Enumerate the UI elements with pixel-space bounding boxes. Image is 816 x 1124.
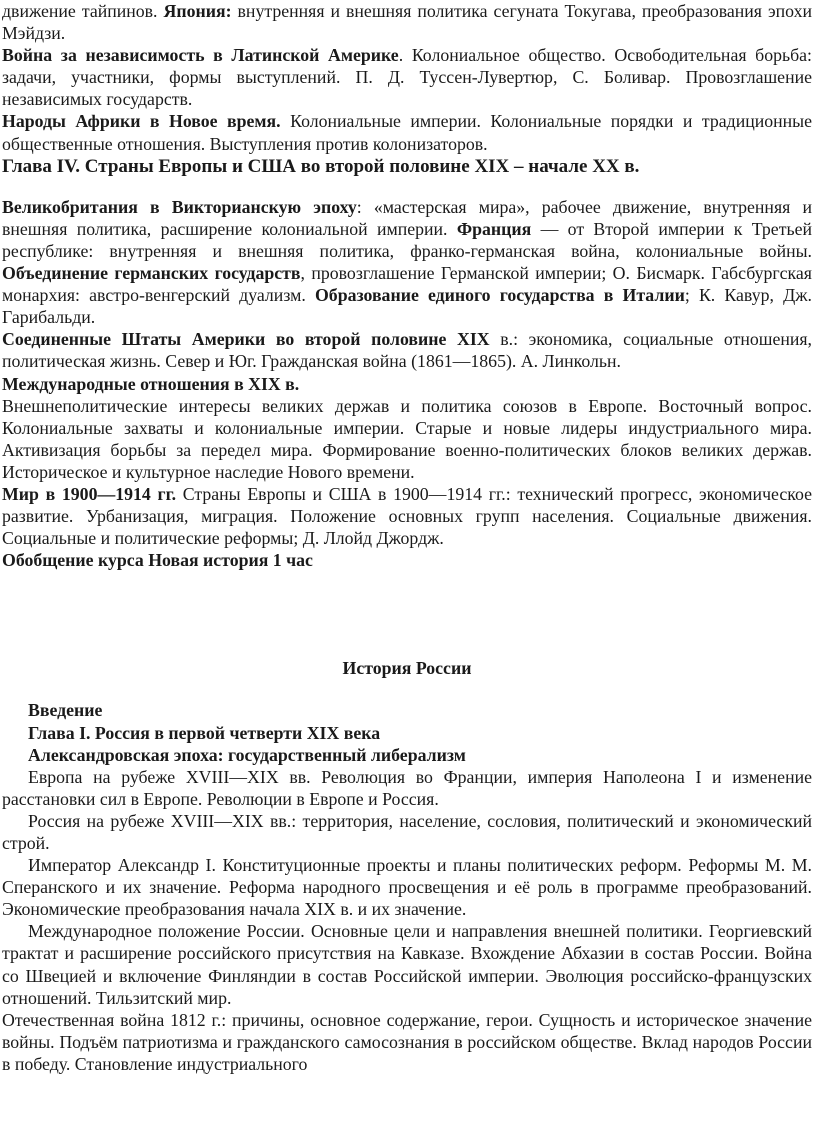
- spacer: [2, 571, 812, 657]
- paragraph: Международное положение России. Основные цели и направления внешней политики. Георгиевский трактат и расширение российского присутствия на Кавказе. Вхождение Абхазии в состав России. Война со Швецией и включение Финляндии в состав Российской империи. Эволюция российско-французских отношений. Тильзитский мир.: [2, 921, 812, 1008]
- paragraph-japan: [2, 0, 812, 44]
- bold-term: Франция: [456, 218, 532, 239]
- text: движение тайпинов.: [2, 1, 164, 21]
- bold-term: Япония:: [163, 1, 232, 21]
- section-title: История России: [342, 658, 472, 679]
- summary-line: [2, 549, 812, 571]
- bold-term: Объединение германских государств: [2, 263, 301, 284]
- paragraph: Отечественная война 1812 г.: причины, основное содержание, герои. Сущность и историческое значение войны. Подъём патриотизма и гражданского самосознания в российском обществе. Вклад народов России в победу. Становление индустриального: [2, 1009, 812, 1074]
- bold-term: Война за независимость в Латинской Америке: [2, 45, 399, 66]
- paragraph-europe: [2, 196, 812, 329]
- text: внутренняя и внешняя политика сегуната Токугава, преобразования эпохи Мэйдзи.: [2, 1, 812, 44]
- subsection-heading: Александровская эпоха: государственный либерализм: [28, 744, 466, 765]
- text: Колониальные империи. Колониальные порядки и традиционные общественные отношения. Выступления против колонизаторов.: [2, 111, 812, 154]
- bold-term: Мир в 1900—1914 гг.: [2, 483, 177, 504]
- text: , провозглашение Германской империи; О. Бисмарк. Габсбургская монархия: австро-венгерский дуализм.: [2, 263, 812, 306]
- paragraph-usa: [2, 328, 812, 372]
- bold-term: Обобщение курса Новая история 1 час: [2, 550, 313, 571]
- bold-term: Международные отношения в XIX в.: [2, 373, 300, 394]
- bold-term: Великобритания в Викторианскую эпоху: [2, 196, 357, 217]
- chapter-heading: Глава I. Россия в первой четверти XIX века: [28, 722, 381, 743]
- text: : «мастерская мира», рабочее движение, внутренняя и внешняя политика, расширение колониальной империи.: [2, 196, 812, 239]
- bold-term: Народы Африки в Новое время.: [2, 111, 281, 132]
- chapter-heading: Глава IV. Страны Европы и США во второй половине XIX – начале XX в.: [2, 155, 640, 177]
- paragraph-international: Внешнеполитические интересы великих держав и политика союзов в Европе. Восточный вопрос. Колониальные захваты и колониальные империи. Старые и новые лидеры индустриального мира. Активизация борьбы за передел мира. Формирование военно-политических блоков великих держав. Историческое и культурное наследие Нового времени.: [2, 395, 812, 482]
- spacer: [2, 679, 812, 699]
- paragraph-africa: [2, 110, 812, 154]
- text: — от Второй империи к Третьей республике: внутренняя и внешняя политика, франко-германская война, колониальные войны.: [2, 218, 812, 261]
- section-heading: [2, 373, 812, 395]
- paragraph-1900-1914: [2, 483, 812, 549]
- text: . Колониальное общество. Освободительная борьба: задачи, участники, формы выступлений. П. Д. Туссен-Лувертюр, С. Боливар. Провозглашение независимых государств.: [2, 45, 812, 110]
- text: в.: экономика, социальные отношения, политическая жизнь. Север и Юг. Гражданская война (1861—1865). А. Линкольн.: [2, 329, 812, 372]
- bold-term: Соединенные Штаты Америки во второй половине XIX: [2, 329, 490, 350]
- paragraph: Император Александр I. Конституционные проекты и планы политических реформ. Реформы М. М. Сперанского и их значение. Реформа народного просвещения и её роль в программе преобразований. Экономические преобразования начала XIX в. и их значение.: [2, 855, 812, 920]
- intro-heading: Введение: [28, 700, 103, 721]
- bold-term: Образование единого государства в Италии: [314, 285, 685, 306]
- paragraph: Европа на рубеже XVIII—XIX вв. Революция во Франции, империя Наполеона I и изменение расстановки сил в Европе. Революции в Европе и Россия.: [2, 766, 812, 809]
- text: ; К. Кавур, Дж. Гарибальди.: [2, 285, 812, 328]
- paragraph: Россия на рубеже XVIII—XIX вв.: территория, население, сословия, политический и экономический строй.: [2, 810, 812, 853]
- text: Страны Европы и США в 1900—1914 гг.: технический прогресс, экономическое развитие. Урбанизация, миграция. Положение основных групп населения. Социальные движения. Социальные и политические реформы; Д. Ллойд Джордж.: [2, 483, 812, 549]
- paragraph-latin-america: [2, 44, 812, 110]
